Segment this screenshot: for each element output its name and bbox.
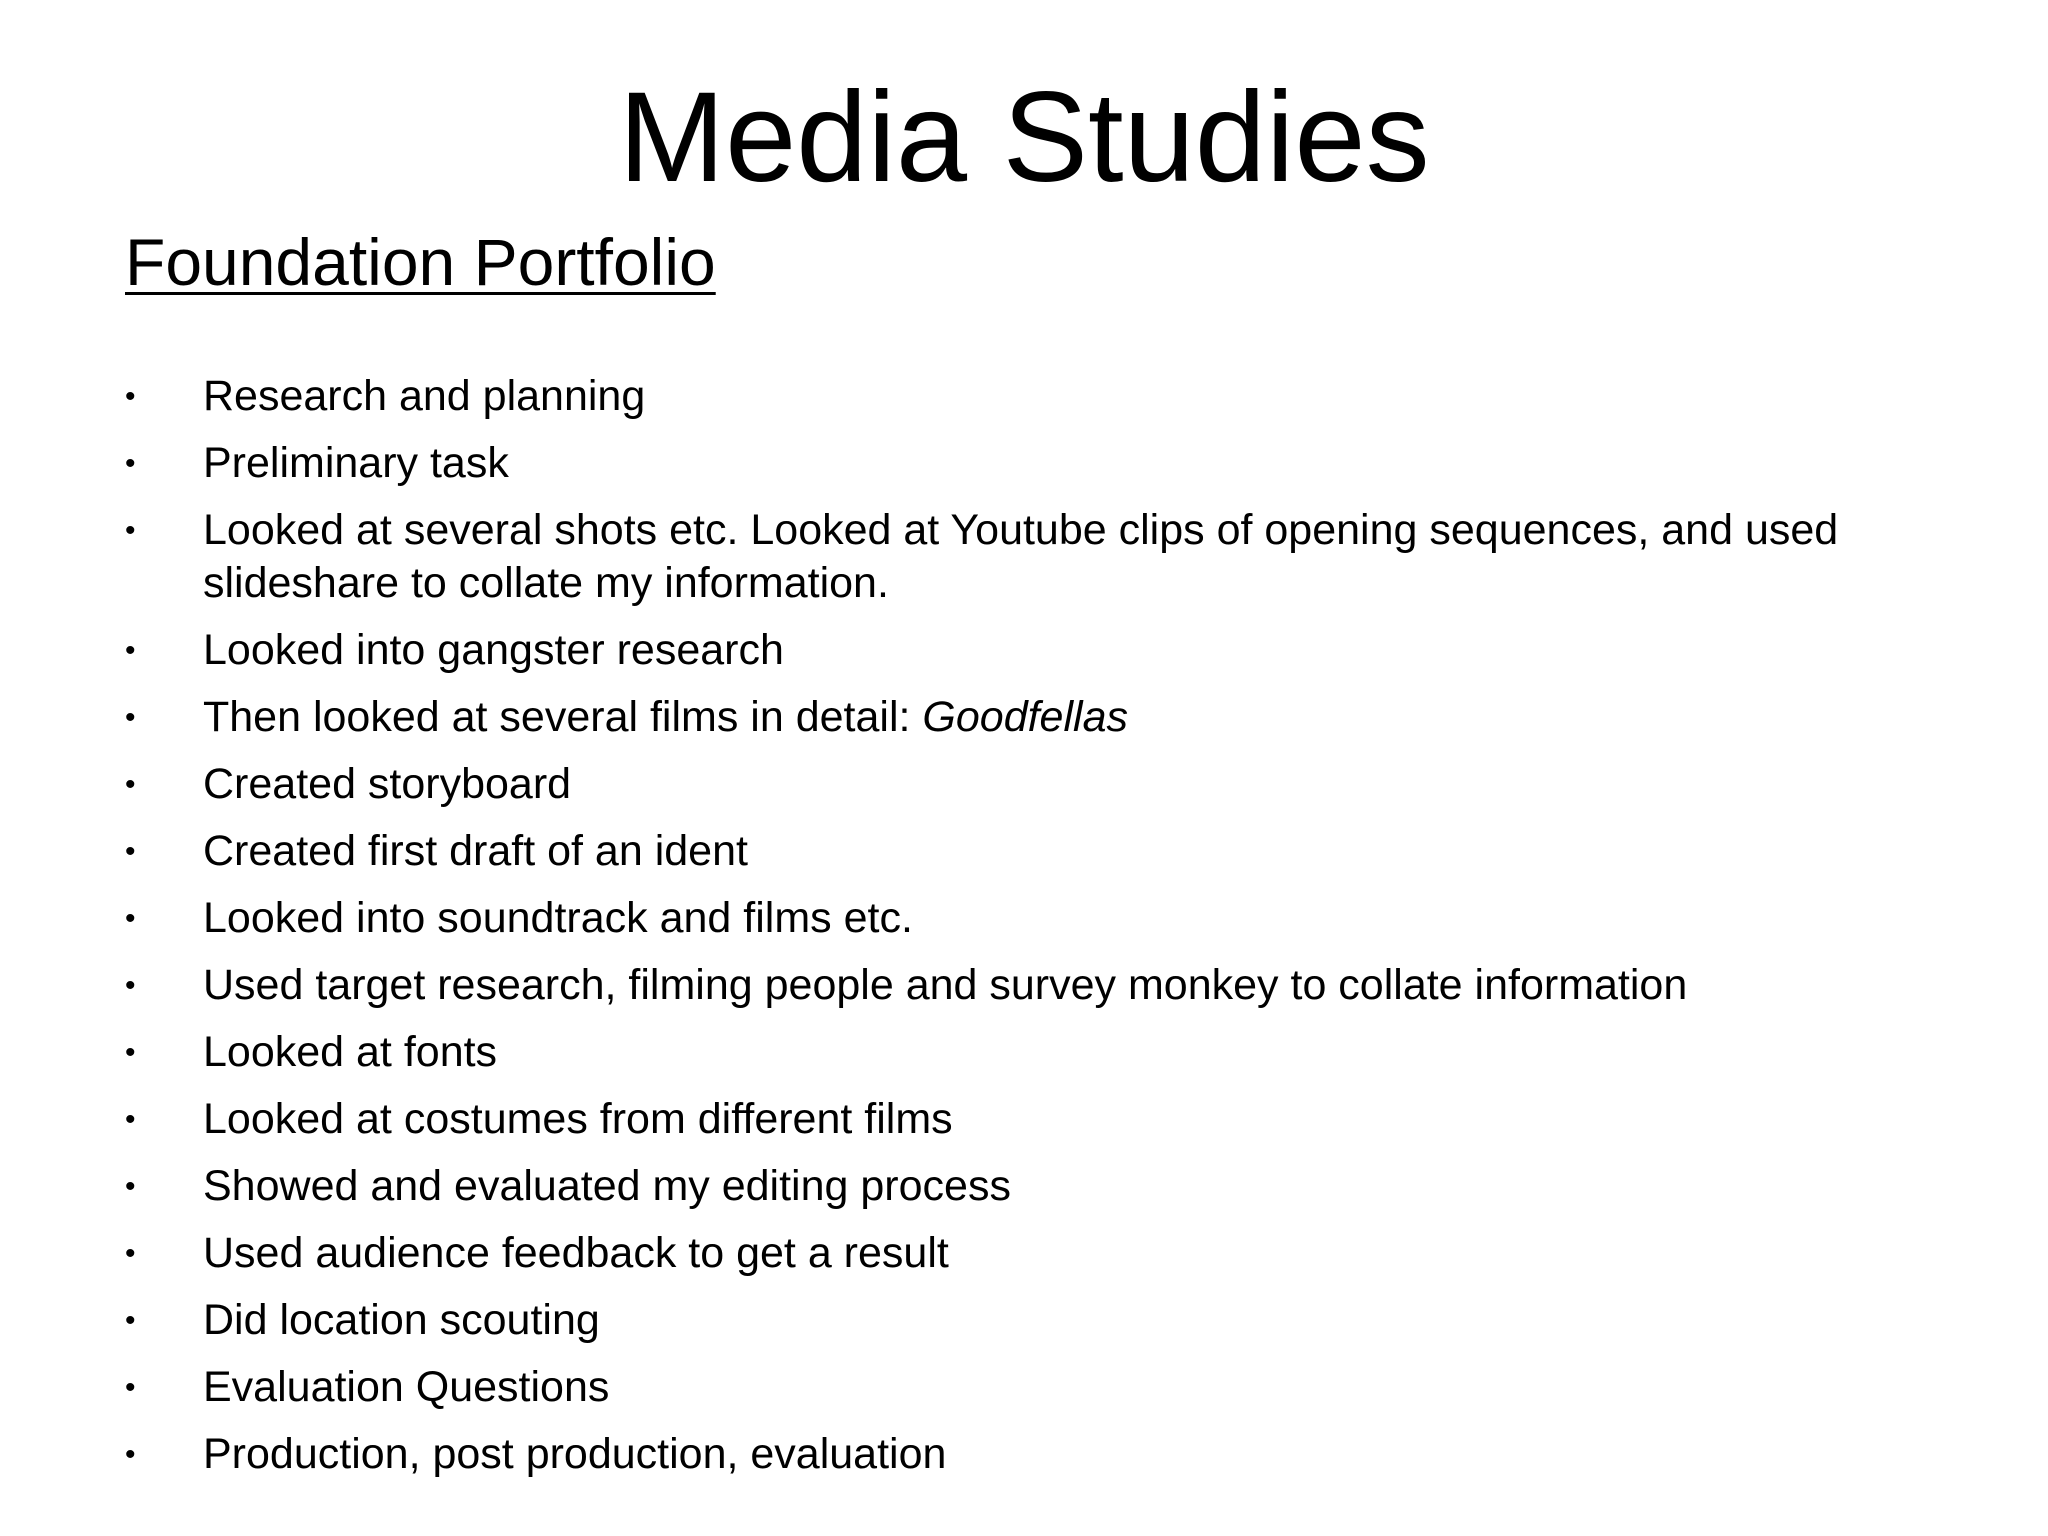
list-item <box>125 624 1925 677</box>
slide-subtitle: Foundation Portfolio <box>125 225 716 299</box>
bullet-icon: • <box>125 1438 136 1471</box>
bullet-icon: • <box>125 1170 136 1203</box>
bullet-icon: • <box>125 380 136 413</box>
bullet-icon: • <box>125 969 136 1002</box>
list-item-text: Research and planning <box>203 372 646 420</box>
bullet-icon: • <box>125 634 136 667</box>
list-item-text: Looked at fonts <box>203 1028 498 1076</box>
list-item <box>125 1026 1925 1079</box>
list-item <box>125 959 1925 1012</box>
list-item-text: Looked into gangster research <box>203 626 784 674</box>
bullet-icon: • <box>125 701 136 734</box>
list-item <box>125 1294 1925 1347</box>
list-item <box>125 892 1925 945</box>
bullet-icon: • <box>125 768 136 801</box>
list-item <box>125 1428 1925 1481</box>
list-item-text: Looked at several shots etc. Looked at Youtube clips of opening sequences, and used slideshare to collate my information. <box>203 506 1839 607</box>
list-item <box>125 825 1925 878</box>
bullet-icon: • <box>125 1304 136 1337</box>
list-item-text: Looked at costumes from different films <box>203 1095 953 1143</box>
list-item <box>125 1227 1925 1280</box>
list-item <box>125 1160 1925 1213</box>
list-item <box>125 691 1925 744</box>
list-item <box>125 504 1973 610</box>
list-item <box>125 1361 1925 1414</box>
list-item-text: Then looked at several films in detail: <box>203 693 923 741</box>
list-item-text: Showed and evaluated my editing process <box>203 1162 1011 1210</box>
bullet-icon: • <box>125 514 136 547</box>
bullet-icon: • <box>125 1103 136 1136</box>
list-item-text: Looked into soundtrack and films etc. <box>203 894 913 942</box>
bullet-icon: • <box>125 1036 136 1069</box>
list-item <box>125 437 1925 490</box>
list-item <box>125 370 1925 423</box>
slide-title: Media Studies <box>618 66 1430 209</box>
bullet-icon: • <box>125 1371 136 1404</box>
bullet-icon: • <box>125 835 136 868</box>
list-item-text: Preliminary task <box>203 439 509 487</box>
list-item-text: Created storyboard <box>203 760 572 808</box>
bullet-icon: • <box>125 447 136 480</box>
list-item <box>125 1093 1925 1146</box>
film-title: Goodfellas <box>922 693 1128 741</box>
bullet-list <box>125 370 1925 1495</box>
list-item <box>125 758 1925 811</box>
list-item-text: Did location scouting <box>203 1296 600 1344</box>
list-item-text: Used target research, filming people and survey monkey to collate information <box>203 961 1688 1009</box>
bullet-icon: • <box>125 902 136 935</box>
list-item-text: Production, post production, evaluation <box>203 1430 947 1478</box>
bullet-icon: • <box>125 1237 136 1270</box>
list-item-text: Used audience feedback to get a result <box>203 1229 949 1277</box>
list-item-text: Created first draft of an ident <box>203 827 748 875</box>
list-item-text: Evaluation Questions <box>203 1363 610 1411</box>
